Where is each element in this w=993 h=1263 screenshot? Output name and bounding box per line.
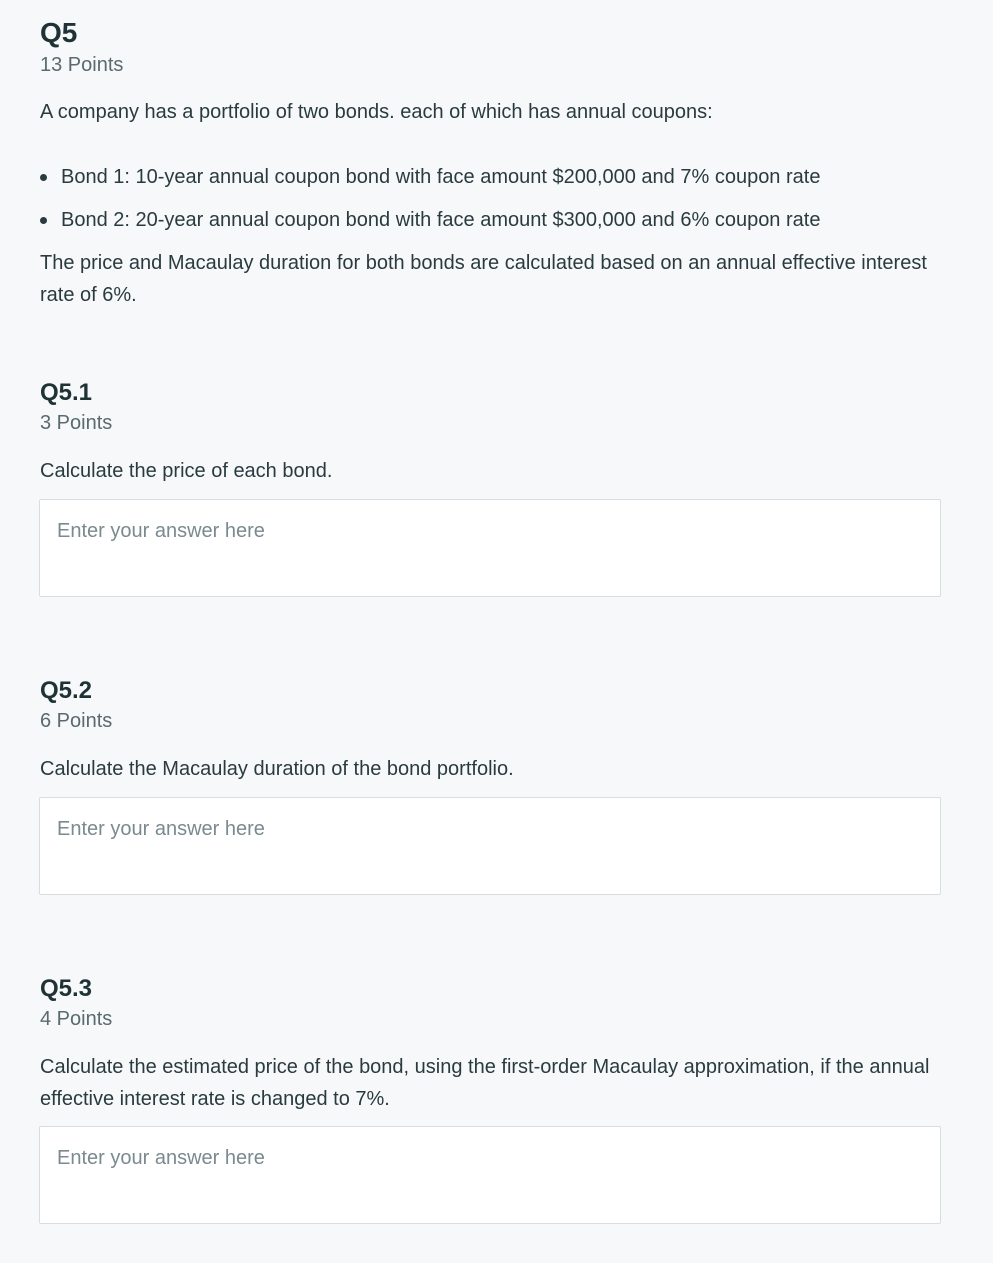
bond-list bbox=[40, 165, 820, 251]
list-item bbox=[40, 165, 820, 208]
answer-input-q5-3[interactable] bbox=[39, 1126, 941, 1224]
question-context: The price and Macaulay duration for both bonds are calculated based on an annual effective interest rate of 6%. bbox=[40, 252, 927, 306]
subquestion-prompt: Calculate the price of each bond. bbox=[40, 460, 333, 482]
subquestion-prompt: Calculate the estimated price of the bond, using the first-order Macaulay approximation, if the annual effective interest rate is changed to 7%. bbox=[40, 1056, 930, 1110]
subquestion-points: 4 Points bbox=[40, 1008, 113, 1030]
question-intro: A company has a portfolio of two bonds. each of which has annual coupons: bbox=[40, 101, 713, 123]
bullet-icon bbox=[40, 217, 47, 224]
answer-input-q5-1[interactable] bbox=[39, 499, 941, 597]
subquestion-points: 3 Points bbox=[40, 412, 113, 434]
list-item bbox=[40, 208, 820, 251]
bond-1-text: Bond 1: 10-year annual coupon bond with face amount $200,000 and 7% coupon rate bbox=[61, 166, 821, 188]
bond-2-text: Bond 2: 20-year annual coupon bond with face amount $300,000 and 6% coupon rate bbox=[61, 209, 821, 231]
subquestion-title: Q5.3 bbox=[40, 975, 93, 1002]
bullet-icon bbox=[40, 174, 47, 181]
question-points: 13 Points bbox=[40, 54, 124, 76]
question-title: Q5 bbox=[40, 17, 78, 48]
answer-input-q5-2[interactable] bbox=[39, 797, 941, 895]
subquestion-title: Q5.1 bbox=[40, 379, 93, 406]
subquestion-title: Q5.2 bbox=[40, 677, 93, 704]
subquestion-prompt: Calculate the Macaulay duration of the bond portfolio. bbox=[40, 758, 514, 780]
subquestion-points: 6 Points bbox=[40, 710, 113, 732]
